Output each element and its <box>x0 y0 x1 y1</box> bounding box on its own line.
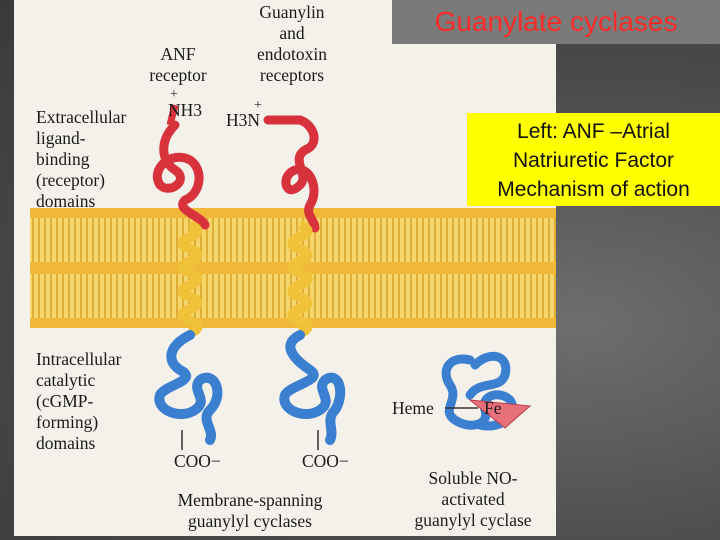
label-extracellular-line-5: domains <box>36 191 96 211</box>
label-soluble-line-1: Soluble NO- <box>428 468 518 488</box>
label-extracellular-domains <box>36 107 126 212</box>
label-guanylin-line-4: receptors <box>259 65 325 85</box>
label-soluble-line-2: activated <box>441 489 505 509</box>
label-membrane-spanning <box>150 490 350 532</box>
callout-line-1: Left: ANF –Atrial <box>517 120 670 143</box>
label-extracellular-line-4: (receptor) <box>36 170 105 190</box>
label-guanylin-receptors <box>240 2 344 86</box>
label-intracellular-domains <box>36 349 122 454</box>
label-guanylin-line-3: endotoxin <box>257 44 327 64</box>
label-plus-right <box>254 95 262 116</box>
label-receptor-line: receptor <box>149 65 207 85</box>
label-plus-left <box>170 84 178 105</box>
label-coo-left <box>174 451 221 472</box>
label-guanylin-line-1: Guanylin <box>259 2 325 22</box>
label-membrane-spanning-line-1: Membrane-spanning <box>177 490 323 510</box>
label-fe-text: Fe <box>484 398 502 418</box>
label-fe <box>484 398 502 419</box>
label-anf-line: ANF <box>160 44 196 64</box>
callout-line-3: Mechanism of action <box>497 178 690 201</box>
label-intracellular-line-2: catalytic <box>36 370 96 390</box>
callout-line-2: Natriuretic Factor <box>512 149 675 172</box>
label-intracellular-line-3: (cGMP- <box>36 391 94 411</box>
label-nh3-right-text: H3N <box>226 110 261 130</box>
label-guanylin-line-2: and <box>279 23 305 43</box>
label-membrane-spanning-line-2: guanylyl cyclases <box>188 511 312 531</box>
slide-title: Guanylate cyclases <box>434 6 678 37</box>
label-heme-text: Heme <box>392 398 434 418</box>
label-nh3-left-text: NH3 <box>168 100 203 120</box>
label-anf-receptor <box>138 44 218 86</box>
label-extracellular-line-1: Extracellular <box>36 107 127 127</box>
label-plus-left-text: + <box>170 87 178 102</box>
label-coo-right <box>302 451 349 472</box>
label-extracellular-line-3: binding <box>36 149 90 169</box>
label-soluble-cyclase <box>396 468 550 531</box>
label-soluble-line-3: guanylyl cyclase <box>414 510 532 530</box>
label-coo-left-text: COO− <box>174 451 221 471</box>
callout-box <box>467 113 720 206</box>
label-intracellular-line-1: Intracellular <box>36 349 122 369</box>
label-intracellular-line-4: forming) <box>36 412 99 432</box>
label-plus-right-text: + <box>254 98 262 113</box>
label-extracellular-line-2: ligand- <box>36 128 86 148</box>
label-intracellular-line-5: domains <box>36 433 96 453</box>
label-coo-right-text: COO− <box>302 451 349 471</box>
label-heme <box>392 398 434 419</box>
